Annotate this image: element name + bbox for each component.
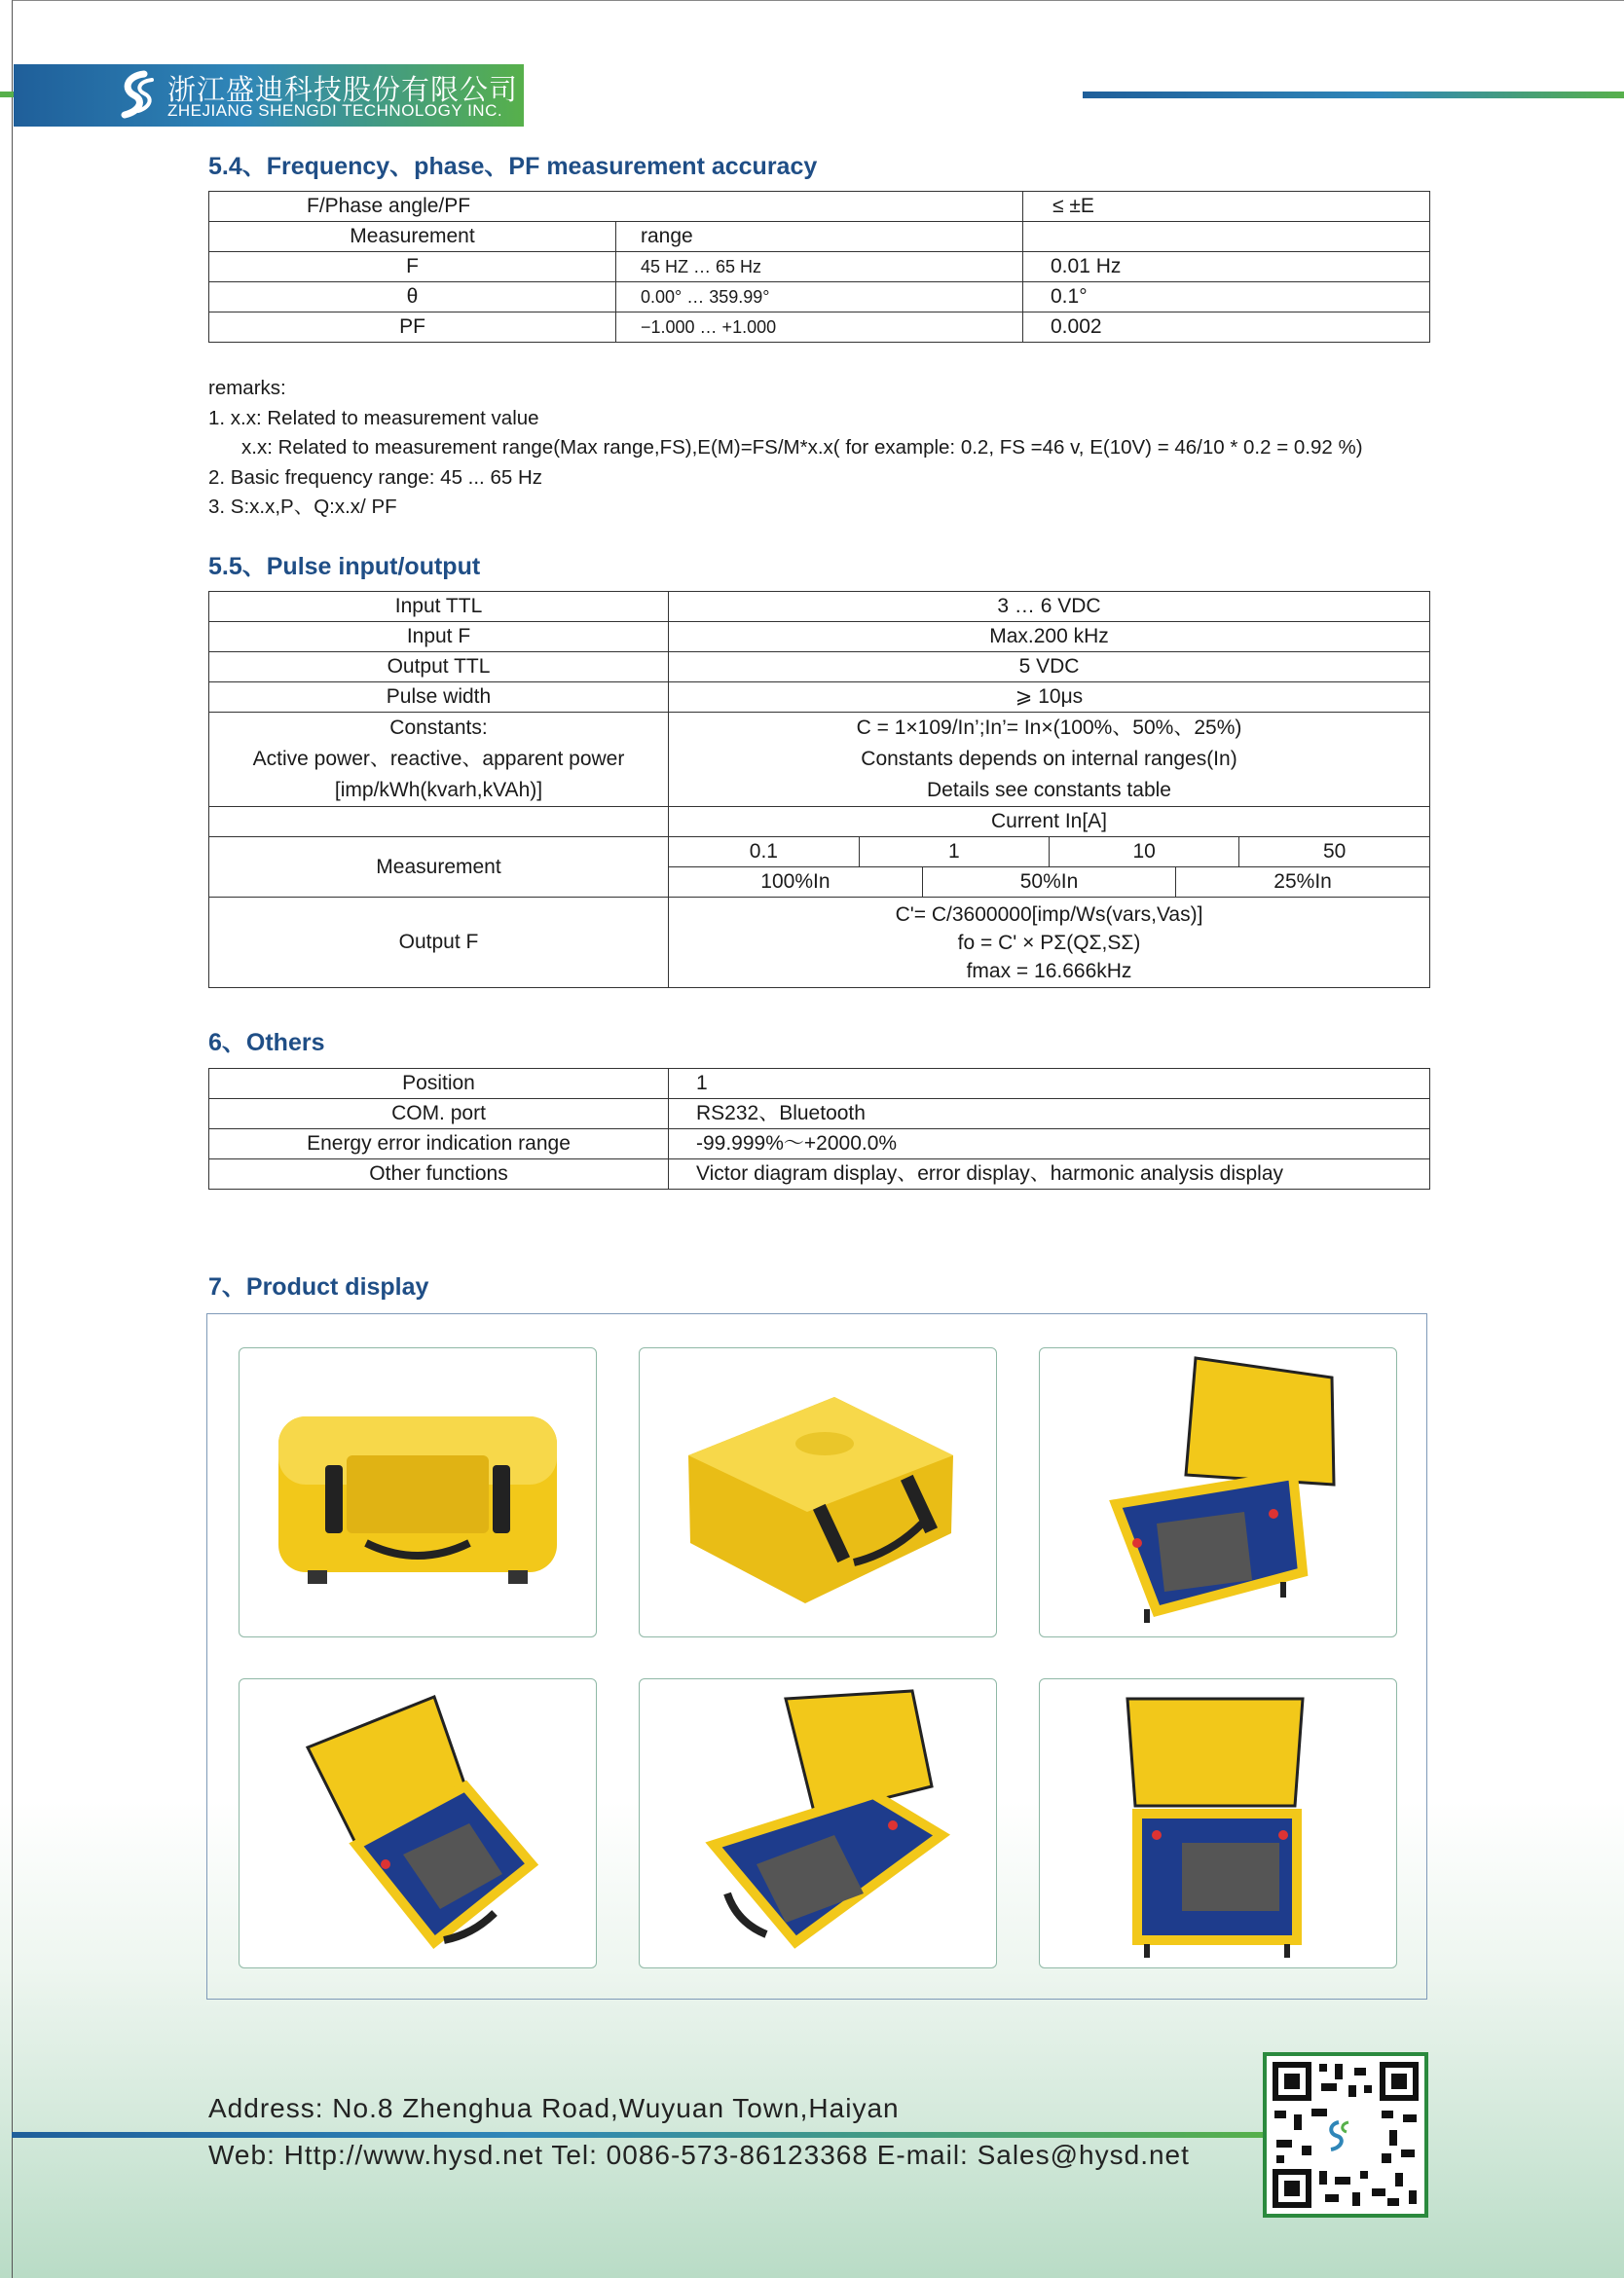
remarks-line: 1. x.x: Related to measurement value [208,406,539,429]
percent-value: 25%In [1176,867,1429,898]
qr-code-icon [1267,2056,1424,2214]
table-row [669,837,1429,866]
constants-value-line: Constants depends on internal ranges(In) [861,748,1237,770]
percent-subtable [669,866,1429,897]
current-subtable [669,837,1429,866]
table-cell: Input TTL [209,592,669,622]
percent-value: 100%In [760,870,830,893]
product-photo-closed-angle [639,1347,997,1637]
table-cell: 0.01 Hz [1023,252,1430,282]
company-name-cn: 浙江盛迪科技股份有限公司 [167,73,519,106]
section-title-5-5: 5.5、Pulse input/output [208,553,481,580]
company-name-en: ZHEJIANG SHENGDI TECHNOLOGY INC. [167,101,503,120]
remarks-block [208,374,1363,523]
footer-contact: Web: Http://www.hysd.net Tel: 0086-573-86123368 E-mail: Sales@hysd.net [208,2140,1190,2170]
remarks-title: remarks: [208,377,286,399]
col-header-range: range [616,222,1023,252]
table-row [209,713,1430,807]
table-cell: 45 HZ … 65 Hz [616,252,1023,282]
table-row [209,192,1430,222]
table-row [209,807,1430,837]
table-row [209,652,1430,682]
section-title-6: 6、Others [208,1029,325,1056]
product-photo-open-upright [1039,1678,1397,1968]
constants-value-line: C = 1×109/In’;In’= In×(100%、50%、25%) [856,716,1242,739]
pulse-table [208,591,1430,988]
header-accent-line [0,92,14,97]
remarks-line: x.x: Related to measurement range(Max range,FS),E(M)=FS/M*x.x( for example: 0.2, FS =46 v, E(10V) = 46/10 * 0.2 = 0.92 %) [241,436,1363,459]
company-logo-icon [115,70,164,121]
table-row [209,1129,1430,1159]
output-f-label: Output F [209,898,669,988]
col-header-measurement: Measurement [209,222,616,252]
table-cell: -99.999%～+2000.0% [669,1129,1430,1159]
table-cell: PF [209,312,616,343]
current-value: 0.1 [749,840,778,863]
table-row [209,1159,1430,1190]
table-cell: F [209,252,616,282]
current-value: 10 [1050,837,1239,866]
table-cell: RS232、Bluetooth [669,1099,1430,1129]
product-photo-open-front [1039,1347,1397,1637]
table-row [209,622,1430,652]
constants-value-line: Details see constants table [927,779,1171,801]
constants-label-cell [209,713,669,807]
table-cell: ⩾ 10μs [669,682,1430,713]
constants-label-line: Active power、reactive、apparent power [252,748,625,770]
table-row [209,837,1430,898]
remarks-line: 3. S:x.x,P、Q:x.x/ PF [208,496,397,518]
constants-value-cell [669,713,1430,807]
current-header: Current In[A] [669,807,1430,837]
constants-label-line: [imp/kWh(kvarh,kVAh)] [334,779,543,801]
table-cell: 0.002 [1023,312,1430,343]
product-photo-open-left [239,1678,597,1968]
table-cell: Output TTL [209,652,669,682]
table-cell: COM. port [209,1099,669,1129]
table-row [209,282,1430,312]
table-row [209,222,1430,252]
table-row [669,867,1429,898]
output-f-line: fmax = 16.666kHz [966,959,1132,982]
section-title-7: 7、Product display [208,1273,429,1301]
others-table [208,1068,1430,1190]
table-cell: 3 … 6 VDC [669,592,1430,622]
table-row [209,898,1430,988]
table-cell: −1.000 … +1.000 [616,312,1023,343]
table-cell: 0.1° [1023,282,1430,312]
table-cell: Input F [209,622,669,652]
table-cell: Pulse width [209,682,669,713]
measurement-label: Measurement [209,837,669,898]
percent-value: 50%In [922,867,1175,898]
current-value: 50 [1239,837,1429,866]
qr-code [1263,2052,1428,2218]
table-cell: θ [209,282,616,312]
section-title-5-4: 5.4、Frequency、phase、PF measurement accuracy [208,153,818,180]
accuracy-header-left: F/Phase angle/PF [209,192,1023,222]
product-photo-closed-front [239,1347,597,1637]
footer-accent-line [12,2132,1268,2138]
product-photo-open-angle [639,1678,997,1968]
output-f-line: fo = C' × PΣ(QΣ,SΣ) [957,931,1141,954]
table-cell: Max.200 kHz [669,622,1430,652]
table-cell: Energy error indication range [209,1129,669,1159]
accuracy-table [208,191,1430,343]
table-row [209,252,1430,282]
table-cell: Victor diagram display、error display、harmonic analysis display [669,1159,1430,1190]
accuracy-header-right: ≤ ±E [1023,192,1430,222]
product-display-frame [206,1313,1427,2000]
table-row [209,1099,1430,1129]
table-row [209,592,1430,622]
footer-address: Address: No.8 Zhenghua Road,Wuyuan Town,Haiyan [208,2093,900,2123]
constants-label-line: Constants: [389,716,488,739]
measurement-grid-cell [669,837,1430,898]
header-accent-line-right [1083,92,1624,98]
table-cell: Other functions [209,1159,669,1190]
table-row [209,1069,1430,1099]
remarks-line: 2. Basic frequency range: 45 ... 65 Hz [208,465,542,489]
table-row [209,312,1430,343]
output-f-value-cell [669,898,1430,988]
company-logo-bar [14,64,524,127]
table-cell: 1 [669,1069,1430,1099]
current-value: 1 [859,837,1049,866]
output-f-line: C'= C/3600000[imp/Ws(vars,Vas)] [895,902,1203,926]
table-row [209,682,1430,713]
table-cell: Position [209,1069,669,1099]
table-cell: 0.00° … 359.99° [616,282,1023,312]
table-cell: 5 VDC [669,652,1430,682]
